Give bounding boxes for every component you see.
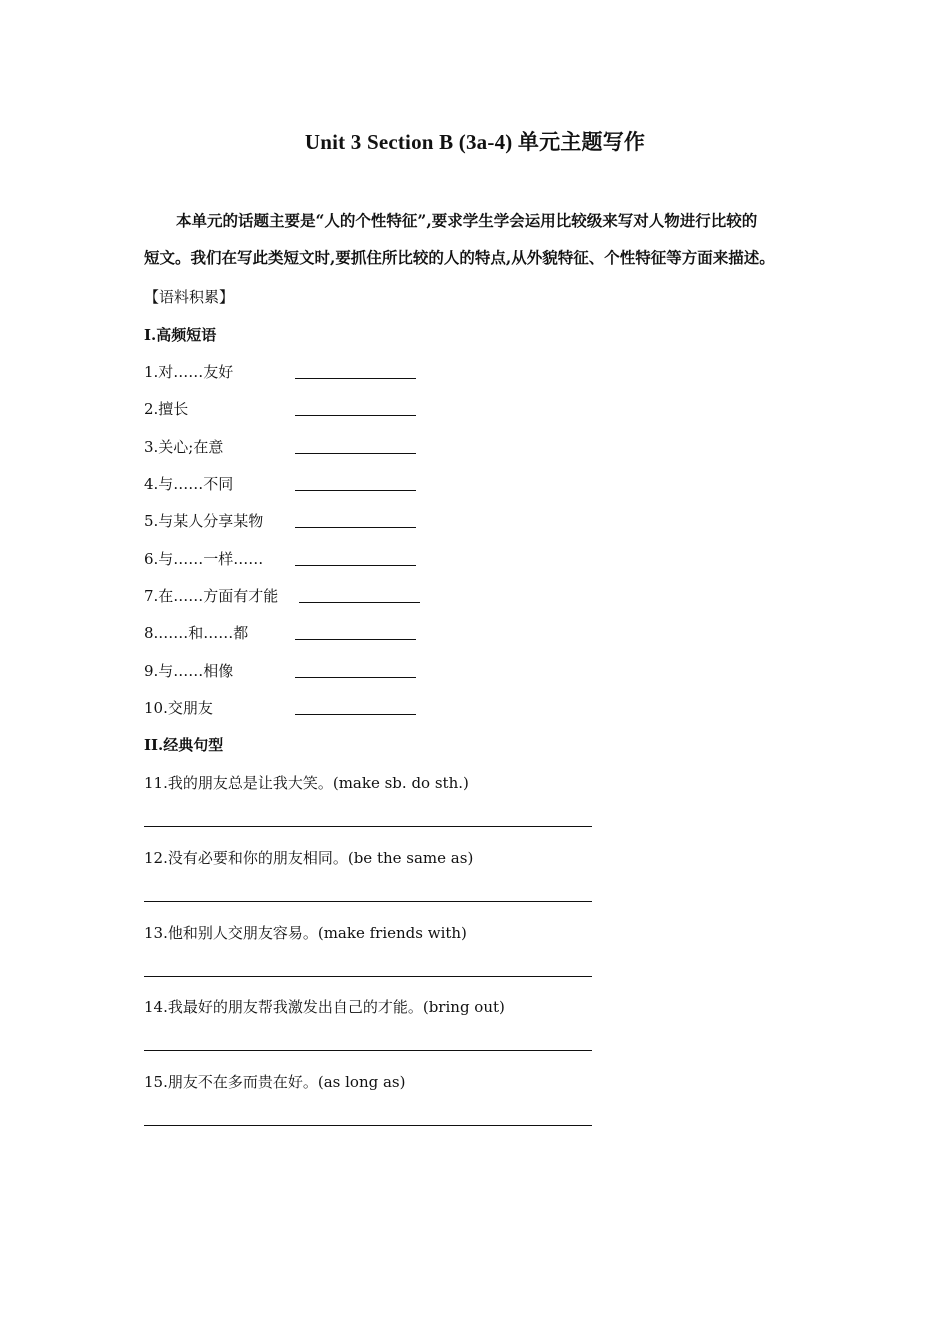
intro-paragraph [144, 202, 824, 276]
page-title: Unit 3 Section B (3a-4) 单元主题写作 [304, 130, 646, 154]
intro-line-2: 短文。我们在写此类短文时,要抓住所比较的人的特点,从外貌特征、个性特征等方面来描述。 [144, 248, 775, 267]
phrase-item: 4.与……不同 [144, 475, 234, 493]
part1-heading: I.高频短语 [144, 326, 217, 344]
intro-line-1: 本单元的话题主要是“人的个性特征”,要求学生学会运用比较级来写对人物进行比较的 [176, 211, 758, 230]
answer-line[interactable] [144, 1050, 592, 1051]
phrase-item: 1.对……友好 [144, 363, 234, 381]
answer-blank[interactable] [295, 714, 416, 715]
part2-heading: II.经典句型 [144, 736, 224, 754]
answer-line[interactable] [144, 901, 592, 902]
sentence-item: 12.没有必要和你的朋友相同。(be the same as) [144, 849, 474, 867]
phrase-item: 10.交朋友 [144, 699, 213, 717]
answer-blank[interactable] [295, 453, 416, 454]
answer-blank[interactable] [295, 677, 416, 678]
answer-blank[interactable] [295, 378, 416, 379]
answer-blank[interactable] [295, 415, 416, 416]
answer-line[interactable] [144, 976, 592, 977]
answer-blank[interactable] [295, 565, 416, 566]
answer-line[interactable] [144, 1125, 592, 1126]
phrase-item: 2.擅长 [144, 400, 189, 418]
answer-blank[interactable] [295, 527, 416, 528]
sentence-item: 15.朋友不在多而贵在好。(as long as) [144, 1073, 406, 1091]
answer-blank[interactable] [295, 639, 416, 640]
sentence-item: 14.我最好的朋友帮我激发出自己的才能。(bring out) [144, 998, 505, 1016]
phrase-item: 3.关心;在意 [144, 438, 224, 456]
phrase-item: 7.在……方面有才能 [144, 587, 279, 605]
answer-line[interactable] [144, 826, 592, 827]
phrase-item: 6.与……一样…… [144, 550, 264, 568]
answer-blank[interactable] [295, 490, 416, 491]
phrase-item: 8.……和……都 [144, 624, 249, 642]
sentence-item: 13.他和别人交朋友容易。(make friends with) [144, 924, 467, 942]
sentence-item: 11.我的朋友总是让我大笑。(make sb. do sth.) [144, 774, 469, 792]
section-label: 【语料积累】 [144, 288, 235, 306]
answer-blank[interactable] [299, 602, 420, 603]
phrase-item: 9.与……相像 [144, 662, 234, 680]
phrase-item: 5.与某人分享某物 [144, 512, 264, 530]
